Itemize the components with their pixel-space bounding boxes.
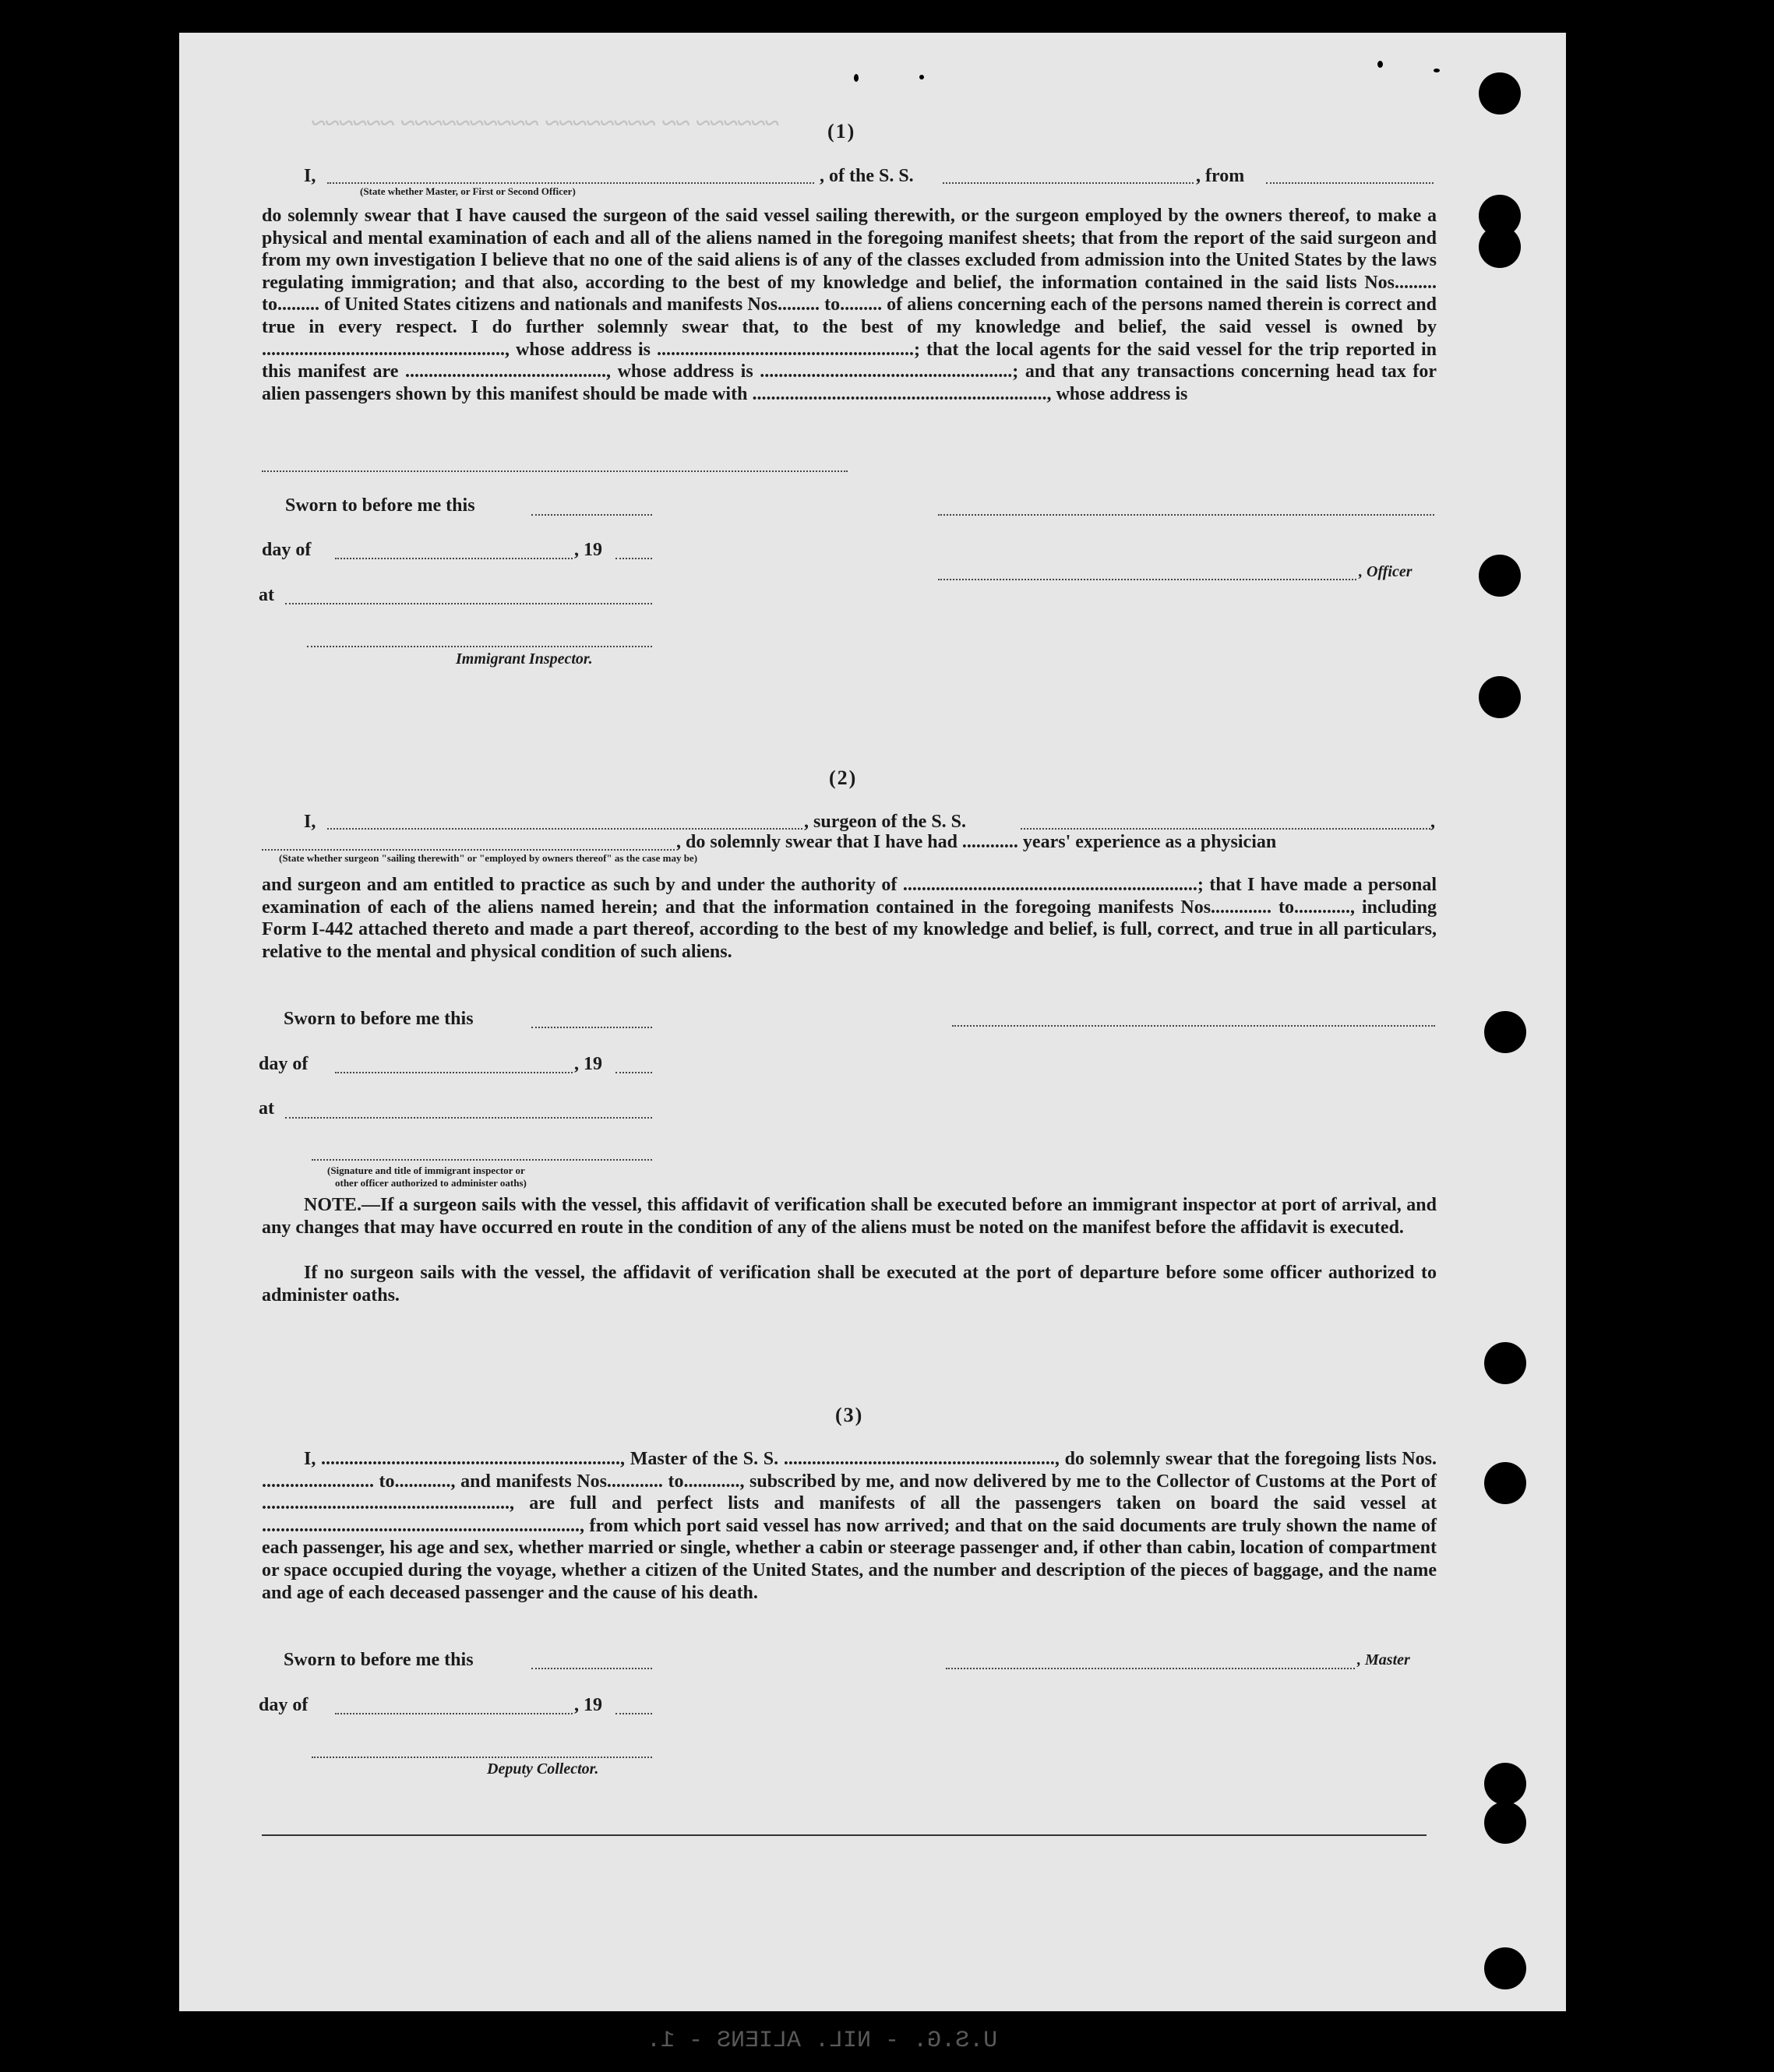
punch-hole xyxy=(1484,1462,1526,1504)
section-1-of-ss: , of the S. S. xyxy=(820,166,914,186)
surgeon-signature-field xyxy=(952,1025,1435,1027)
speck xyxy=(919,75,924,79)
master-signature-field xyxy=(946,1668,1355,1669)
speck xyxy=(1377,61,1383,68)
section-1-oath-paragraph: do solemnly swear that I have caused the surgeon of the said vessel sailing therewith, or the surgeon employed by the owners thereof, to make a physical and mental examination of each and all of the aliens named in the foregoing manifest sheets; that from the report of the said surgeon and from my own investigation I believe that no one of the said aliens is of any of the classes excluded from admission into the United States by the laws regulating immigration; and that also, according to the best of my knowledge and belief, the information contained in the said lists Nos......... to......... of United States citizens and nationals and manifests Nos......... to......... of aliens concerning each of the persons named therein is correct and true in every respect. I do further solemnly swear that, to the best of my knowledge and belief, the said vessel is owned by ...................................................., whose address is .......................................................; that the local agents for the said vessel for the trip reported in this manifest are ..........................................., whose address is ......................................................; and that any transactions concerning head tax for alien passengers shown by this manifest should be made with ..............................................................., whose address is xyxy=(262,206,1437,404)
note-text: —If a surgeon sails with the vessel, this affidavit of verification shall be executed before an immigrant inspector at port of arrival, and any changes that may have occurred en route in the condition of any of the aliens must be noted on the manifest before the affidavit is executed. xyxy=(262,1195,1437,1238)
section-3-oath-paragraph: I, ................................................................, Master of the S. S. .........................................................., do solemnly swear that the foregoing lists Nos. ........................ to............, and manifests Nos............ to............, subscribed by me, and now delivered by me to the Collector of Customs at the Port of ....................................................., are full and perfect lists and manifests of all the passengers taken on board the said vessel at ...................................................................., from which port said vessel has now arrived; and that on the said documents are truly shown the name of each passenger, his age and sex, whether married or single, whether a cabin or steerage passenger and, if other than cabin, location of compartment or space occupied during the voyage, whether a citizen of the United States, and the number and description of the pieces of baggage, and the name and age of each deceased passenger and the cause of his death. xyxy=(262,1449,1437,1603)
deputy-collector-label: Deputy Collector. xyxy=(487,1760,599,1778)
section-1-year: , 19 xyxy=(574,540,602,560)
year-field-3 xyxy=(615,1713,652,1714)
section-1-from: , from xyxy=(1196,166,1245,186)
surgeon-name-field xyxy=(327,828,802,830)
section-2-oath-paragraph: and surgeon and am entitled to practice as such by and under the authority of ...............................................................; that I have made a personal examination of each of the aliens named herein; and that the information contained in the foregoing manifests Nos............. to............, including Form I-442 attached thereto and made a part thereof, according to the best of my knowledge and belief, is full, correct, and true in all particulars, relative to the mental and physical condition of such aliens. xyxy=(262,875,1437,962)
speck xyxy=(854,74,859,82)
signature-note-1: (Signature and title of immigrant inspector or xyxy=(327,1165,525,1176)
section-2-i: I, xyxy=(304,812,316,832)
surgeon-vessel-field xyxy=(1021,828,1430,830)
officer-title-field xyxy=(938,579,1356,580)
officer-rank-note: (State whether Master, or First or Second Officer) xyxy=(360,185,576,197)
year-field-2 xyxy=(615,1072,652,1073)
section-1-day-of: day of xyxy=(262,540,312,560)
from-port-field xyxy=(1266,182,1434,184)
at-place-field-2 xyxy=(285,1117,652,1119)
at-place-field xyxy=(285,603,652,604)
section-2-at: at xyxy=(259,1098,274,1119)
collector-signature-field xyxy=(312,1757,652,1758)
day-month-field-3 xyxy=(335,1713,573,1714)
master-label: , Master xyxy=(1357,1651,1410,1669)
section-1-at: at xyxy=(259,585,274,605)
address-continuation-field xyxy=(262,470,848,472)
vessel-name-field xyxy=(943,182,1194,184)
section-3-day-of: day of xyxy=(259,1695,309,1715)
officer-label: , Officer xyxy=(1359,563,1412,580)
bleed-through-text: ~~~~~~ ~~ ~~~~~~~~ ~~~~~~~~~~ ~~~~~~ xyxy=(312,109,779,138)
footer-mirrored-text: U.S.G. - NIL. ALIENS - 1. xyxy=(647,2028,998,2054)
punch-hole xyxy=(1484,1802,1526,1844)
note-paragraph-2: If no surgeon sails with the vessel, the affidavit of verification shall be executed at the port of departure before some officer authorized to administer oaths. xyxy=(262,1263,1437,1306)
section-3-sworn: Sworn to before me this xyxy=(284,1650,474,1670)
officer-signature-field xyxy=(938,514,1434,516)
officer-name-field xyxy=(327,182,814,184)
inspector-signature-field xyxy=(307,646,652,647)
punch-hole xyxy=(1479,555,1521,597)
section-1-number: (1) xyxy=(827,120,856,143)
section-2-line2: , do solemnly swear that I have had ............ years' experience as a physician xyxy=(676,832,1277,852)
section-2-year: , 19 xyxy=(574,1054,602,1074)
sworn-date-field xyxy=(531,514,652,516)
punch-hole xyxy=(1484,1342,1526,1384)
section-3-year: , 19 xyxy=(574,1695,602,1715)
section-2-sworn: Sworn to before me this xyxy=(284,1009,474,1029)
speck xyxy=(1434,69,1440,72)
speck xyxy=(156,1219,158,1230)
punch-hole xyxy=(1484,1011,1526,1053)
signature-note-2: other officer authorized to administer oaths) xyxy=(335,1177,527,1189)
punch-hole xyxy=(1479,226,1521,268)
year-field xyxy=(615,558,652,559)
section-2-number: (2) xyxy=(829,766,858,789)
section-1-sworn: Sworn to before me this xyxy=(285,495,475,516)
punch-hole xyxy=(1484,1763,1526,1805)
speck xyxy=(30,475,32,489)
bottom-rule xyxy=(262,1834,1427,1836)
note-lead: NOTE. xyxy=(304,1195,362,1215)
section-3-number: (3) xyxy=(835,1404,864,1426)
section-1-i: I, xyxy=(304,166,316,186)
punch-hole xyxy=(1479,72,1521,115)
section-2-surgeon-of-ss: , surgeon of the S. S. xyxy=(804,812,967,832)
surgeon-status-note: (State whether surgeon "sailing therewith" or "employed by owners thereof" as the case may be) xyxy=(279,852,698,864)
surgeon-status-field xyxy=(262,849,675,851)
day-month-field-2 xyxy=(335,1072,573,1073)
day-month-field xyxy=(335,558,573,559)
inspector-signature-field-2 xyxy=(312,1159,652,1161)
punch-hole xyxy=(1484,1947,1526,1989)
section-2-day-of: day of xyxy=(259,1054,309,1074)
punch-hole xyxy=(1479,676,1521,718)
note-paragraph-1 xyxy=(262,1194,1437,1239)
sworn-date-field-2 xyxy=(531,1027,652,1028)
immigrant-inspector-label: Immigrant Inspector. xyxy=(456,650,593,668)
comma: , xyxy=(1430,812,1435,832)
sworn-date-field-3 xyxy=(531,1668,652,1669)
speck xyxy=(1603,853,1606,856)
